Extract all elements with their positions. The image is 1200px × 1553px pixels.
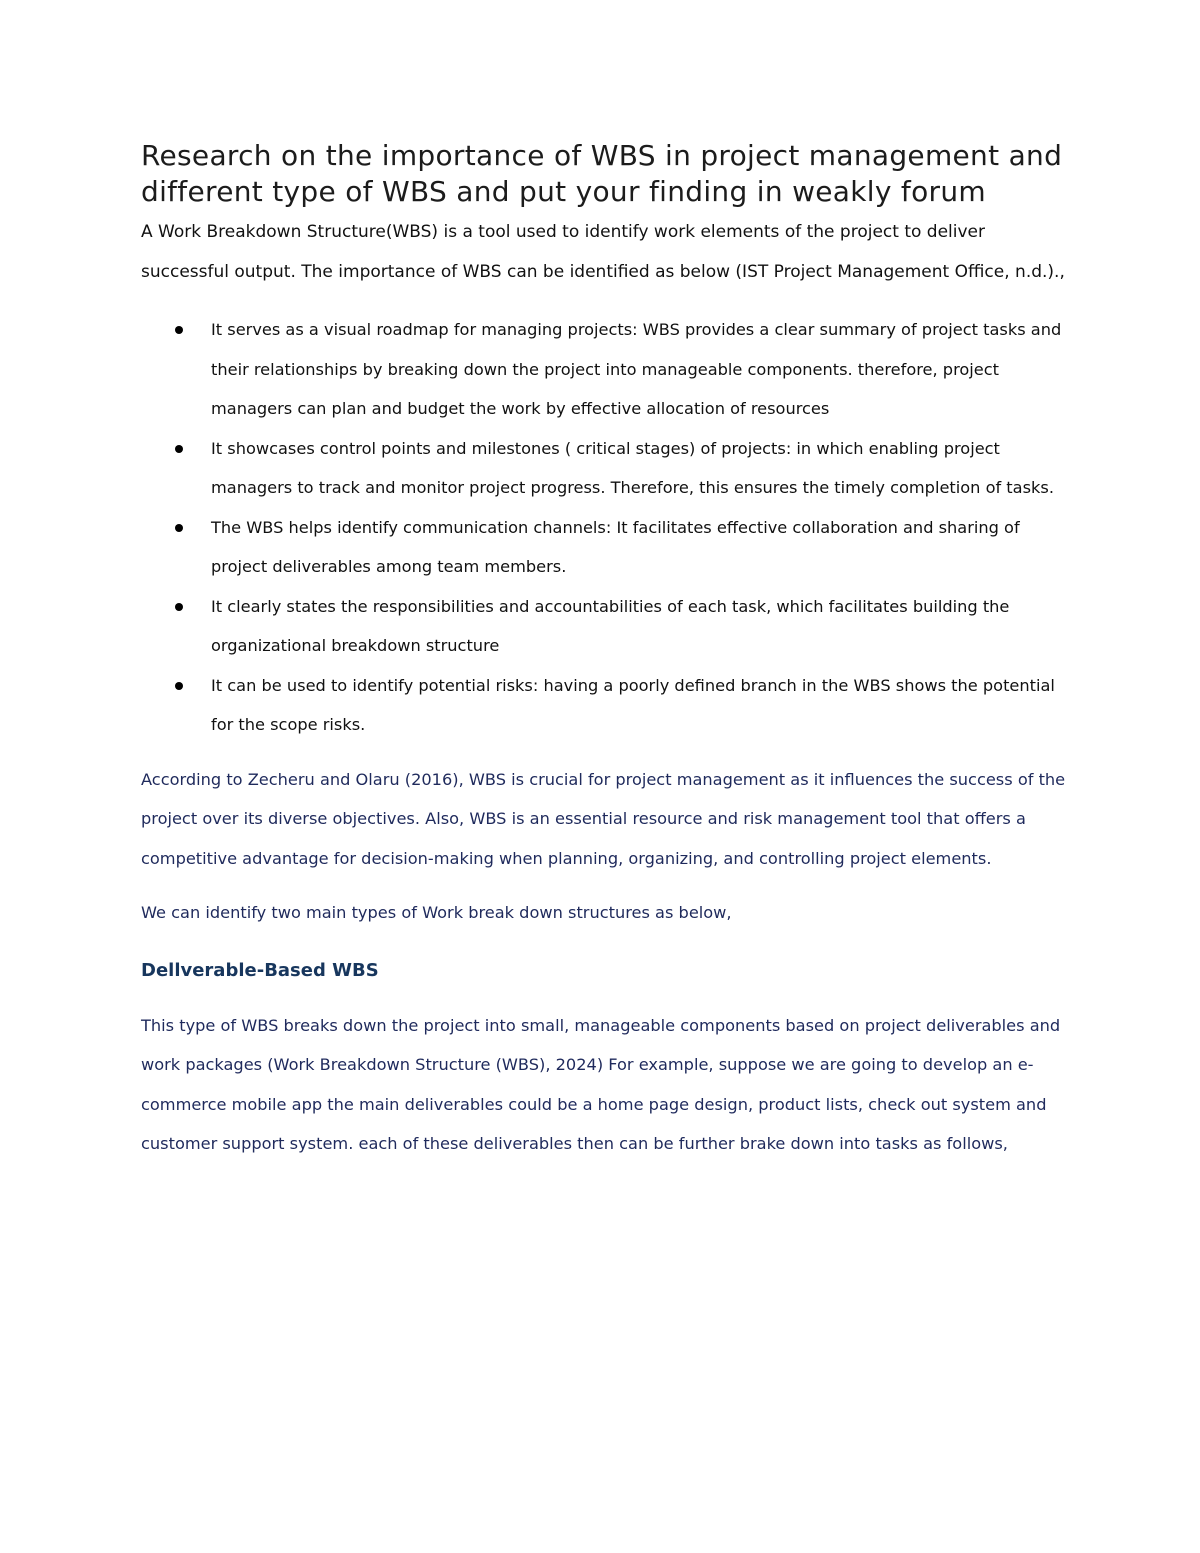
bullet-text: It serves as a visual roadmap for managing projects: WBS provides a clear summary of project tasks and their relationships by breaking down the project into manageable components. therefore, project managers can plan and budget the work by effective allocation of resources bbox=[211, 320, 1062, 418]
document-body bbox=[141, 138, 1066, 1164]
bullet-text: The WBS helps identify communication channels: It facilitates effective collaboration and sharing of project deliverables among team members. bbox=[211, 517, 1020, 576]
deliverable-based-heading: Dellverable-Based WBS bbox=[141, 959, 379, 981]
bullet-icon bbox=[175, 445, 183, 453]
list-item bbox=[141, 666, 1066, 745]
bullet-text: It showcases control points and milestones ( critical stages) of projects: in which enabling project managers to track and monitor project progress. Therefore, this ensures the timely completion of tasks. bbox=[211, 438, 1054, 497]
bullet-text: It clearly states the responsibilities and accountabilities of each task, which facilitates building the organizational breakdown structure bbox=[211, 596, 1010, 655]
bullet-icon bbox=[175, 682, 183, 690]
zecheru-paragraph: According to Zecheru and Olaru (2016), WBS is crucial for project management as it influences the success of the project over its diverse objectives. Also, WBS is an essential resource and risk management tool that offers a competitive advantage for decision-making when planning, organizing, and controlling project elements. bbox=[141, 769, 1066, 868]
list-item bbox=[141, 310, 1066, 429]
intro-paragraph: A Work Breakdown Structure(WBS) is a tool used to identify work elements of the project to deliver successful output. The importance of WBS can be identified as below (IST Project Management Office, n.d.)., bbox=[141, 222, 1065, 282]
bullet-icon bbox=[175, 603, 183, 611]
deliverable-paragraph: This type of WBS breaks down the project into small, manageable components based on project deliverables and work packages (Work Breakdown Structure (WBS), 2024) For example, suppose we are going to develop an e-commerce mobile app the main deliverables could be a home page design, product lists, check out system and customer support system. each of these deliverables then can be further brake down into tasks as follows, bbox=[141, 1015, 1061, 1153]
bullet-icon bbox=[175, 326, 183, 334]
wbs-types-paragraph: We can identify two main types of Work break down structures as below, bbox=[141, 903, 732, 922]
document-title: Research on the importance of WBS in project management and different type of WBS and put your finding in weakly forum bbox=[141, 139, 1063, 208]
list-item bbox=[141, 587, 1066, 666]
bullet-icon bbox=[175, 524, 183, 532]
list-item bbox=[141, 508, 1066, 587]
bullet-text: It can be used to identify potential risks: having a poorly defined branch in the WBS shows the potential for the scope risks. bbox=[211, 675, 1055, 734]
list-item bbox=[141, 429, 1066, 508]
importance-bullet-list bbox=[141, 310, 1066, 745]
